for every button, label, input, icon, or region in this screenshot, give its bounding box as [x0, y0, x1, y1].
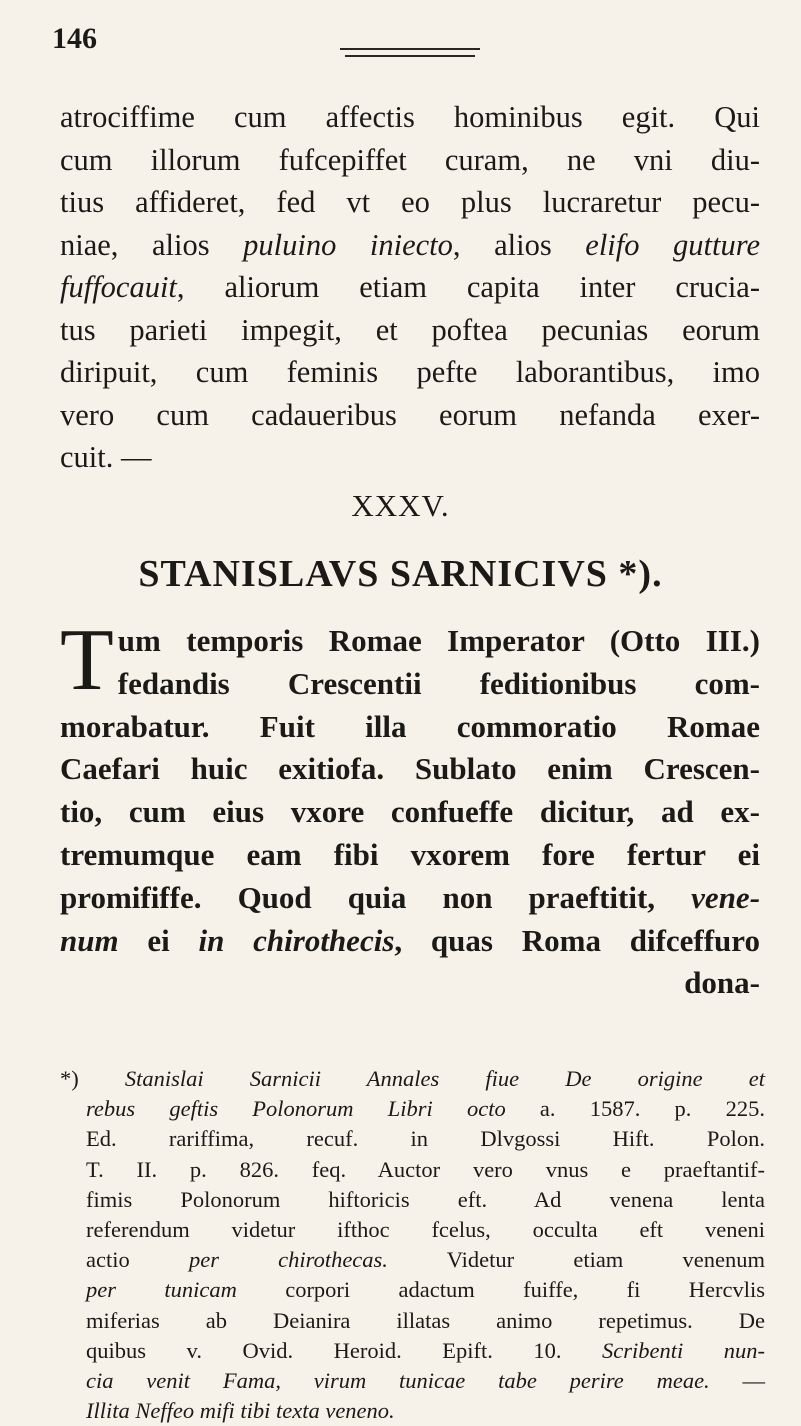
section-number: XXXV.: [351, 488, 450, 523]
text-line: [60, 266, 760, 309]
text-line: [60, 620, 760, 663]
italic-phrase: per tunicam: [86, 1277, 237, 1303]
main-paragraph: [60, 612, 761, 1005]
footnote: [60, 1064, 765, 1426]
top-paragraph: [60, 96, 760, 479]
text-line: tremumque eam fibi vxorem fore fertur ei: [60, 836, 760, 872]
text-line: atrociffime cum affectis hominibus egit. Qui: [60, 100, 760, 134]
footnote-line: T. II. p. 826. feq. Auctor vero vnus e praeftantif-: [86, 1156, 765, 1182]
italic-phrase: vene-: [691, 879, 761, 915]
text-line: diripuit, cum feminis pefte laborantibus, imo: [60, 355, 760, 389]
footnote-line: [60, 1396, 765, 1426]
italic-phrase: num: [60, 922, 119, 958]
text-fragment: Videtur etiam venenum: [387, 1247, 765, 1273]
footnote-line: [60, 1275, 765, 1305]
text-line: tio, cum eius vxore confueffe dicitur, ad ex-: [60, 794, 760, 830]
text-line: Caefari huic exitiofa. Sublato enim Crescen-: [60, 751, 760, 787]
italic-phrase: fuffocauit: [60, 270, 177, 304]
text-line: cum illorum fufcepiffet curam, ne vni diu-: [60, 142, 760, 177]
italic-phrase: Stanislai Sarnicii Annales fiue De origine et: [124, 1066, 766, 1091]
italic-phrase: Illita Neffeo mifi tibi texta veneno.: [86, 1398, 395, 1424]
italic-phrase: per chirothecas.: [188, 1247, 388, 1273]
text-fragment: um temporis Romae Imperator (Otto III.): [117, 623, 760, 658]
footnote-line: [60, 1094, 765, 1124]
italic-phrase: cia venit Fama, virum tunicae tabe perire meae.: [86, 1368, 710, 1394]
text-line: tius affideret, fed vt eo plus lucraretur pecu-: [60, 185, 760, 219]
text-line: fedandis Crescentii feditionibus com-: [117, 665, 760, 701]
italic-phrase: elifo gutture: [585, 227, 761, 262]
footnote-line: miferias ab Deianira illatas animo repetimus. De: [86, 1307, 765, 1333]
text-line: vero cum cadaueribus eorum nefanda exer-: [60, 397, 760, 432]
catchword: dona-: [684, 965, 760, 1001]
text-fragment: ei: [118, 922, 199, 958]
header-rule-2: [345, 55, 475, 57]
footnote-line: referendum videtur ifthoc fcelus, occulta eft veneni: [86, 1217, 765, 1243]
footnote-line: [60, 1336, 765, 1366]
text-fragment: , aliorum etiam capita inter crucia-: [176, 270, 760, 304]
text-fragment: actio: [86, 1247, 189, 1273]
footnote-mark: *): [60, 1066, 79, 1091]
header-rule: [340, 48, 480, 50]
italic-phrase: puluino iniecto: [243, 227, 453, 262]
italic-phrase: Scribenti nun-: [602, 1337, 765, 1363]
section-title: STANISLAVS SARNICIVS *).: [138, 553, 663, 595]
page-number: 146: [52, 22, 97, 55]
drop-cap: T: [60, 612, 114, 709]
text-line: [60, 920, 760, 963]
italic-phrase: in chirothecis: [198, 922, 395, 958]
text-fragment: niae, alios: [60, 227, 210, 262]
text-line: tus parieti impegit, et poftea pecunias eorum: [60, 312, 760, 347]
footnote-line: Ed. rariffima, recuf. in Dlvgossi Hift. Polon.: [86, 1126, 765, 1152]
text-line: cuit. —: [60, 440, 152, 474]
text-fragment: quibus v. Ovid. Heroid. Epift. 10.: [86, 1337, 602, 1363]
text-fragment: , quas Roma difceffuro: [394, 922, 760, 958]
footnote-line: fimis Polonorum hiftoricis eft. Ad venena lenta: [86, 1186, 765, 1212]
text-fragment: promififfe. Quod quia non praeftitit,: [60, 879, 656, 915]
text-line: [60, 224, 760, 267]
footnote-line: [60, 1245, 765, 1275]
italic-phrase: rebus geftis Polonorum Libri octo: [86, 1096, 506, 1122]
footnote-line: [60, 1366, 765, 1396]
text-fragment: a. 1587. p. 225.: [505, 1096, 765, 1122]
text-fragment: , alios: [452, 227, 586, 262]
text-line: [60, 877, 760, 920]
text-fragment: corpori adactum fuiffe, fi Hercvlis: [236, 1277, 765, 1303]
text-line: morabatur. Fuit illa commoratio Romae: [60, 708, 760, 744]
footnote-line: [60, 1064, 765, 1094]
text-fragment: —: [709, 1368, 765, 1394]
